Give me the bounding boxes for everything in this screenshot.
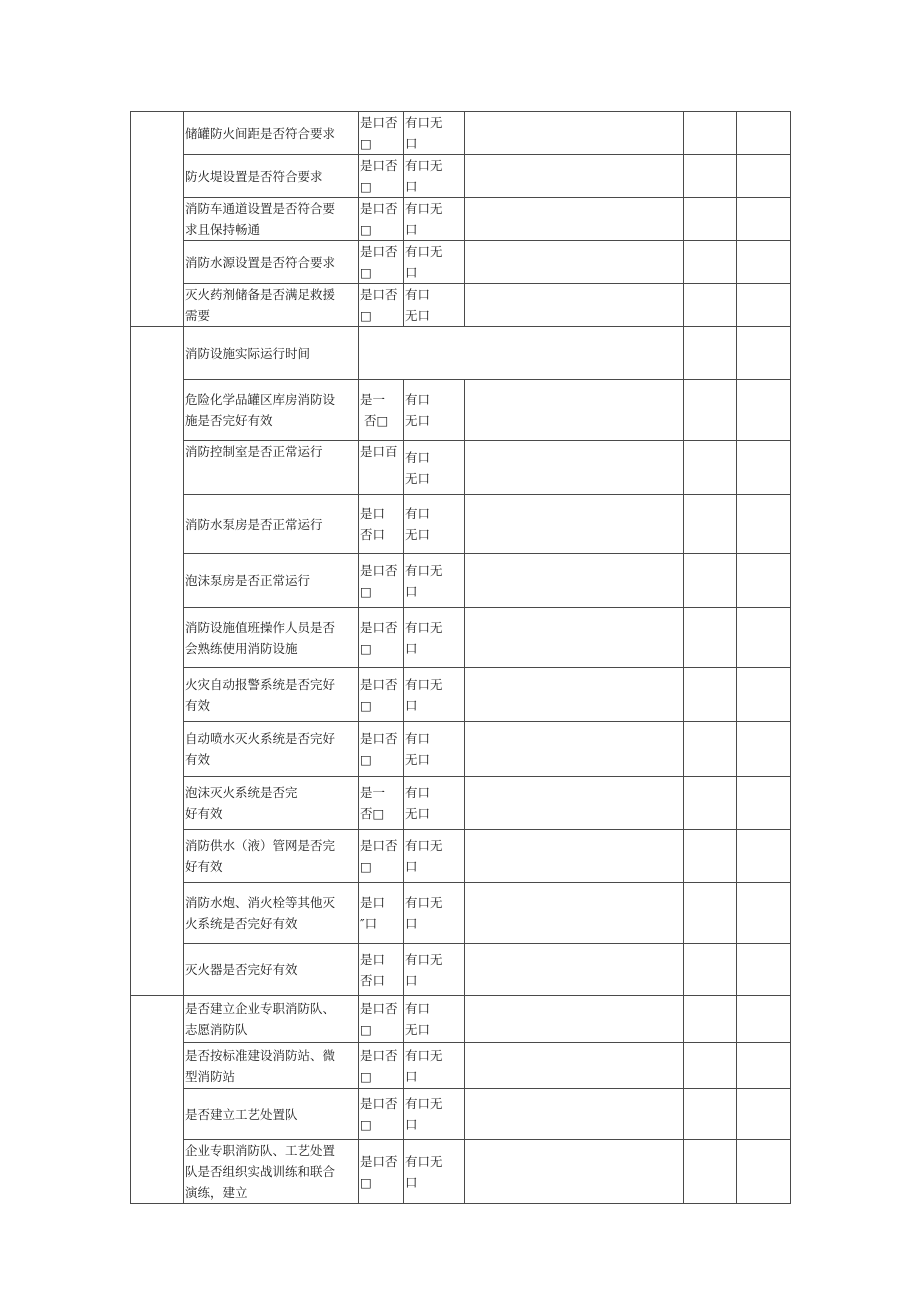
remarks-cell[interactable]: [465, 668, 684, 722]
remarks-cell[interactable]: [465, 1140, 684, 1204]
check-item: 自动喷水灭火系统是否完好 有效: [184, 722, 359, 777]
table-row: [131, 1089, 791, 1140]
has-none-checkbox[interactable]: 有口无 口: [404, 883, 465, 944]
check-item: 企业专职消防队、工艺处置 队是否组织实战训练和联合 演练，建立: [184, 1140, 359, 1204]
table-row: [131, 112, 791, 155]
yes-no-checkbox[interactable]: 是一 否□: [359, 777, 404, 830]
has-none-checkbox[interactable]: 有口 无口: [404, 495, 465, 554]
has-none-checkbox[interactable]: 有口 无口: [404, 722, 465, 777]
check-item: 防火堤设置是否符合要求: [184, 155, 359, 198]
yes-no-checkbox[interactable]: 是口否 □: [359, 1043, 404, 1089]
check-item: 消防设施值班操作人员是否 会熟练使用消防设施: [184, 608, 359, 668]
note-cell[interactable]: [737, 155, 791, 198]
remarks-cell[interactable]: [465, 996, 684, 1043]
has-none-checkbox[interactable]: 有口无 口: [404, 944, 465, 996]
score-cell[interactable]: [684, 495, 737, 554]
table-row: [131, 944, 791, 996]
score-cell[interactable]: [684, 1043, 737, 1089]
score-cell[interactable]: [684, 441, 737, 495]
remarks-cell[interactable]: [465, 380, 684, 441]
check-item: 是否建立工艺处置队: [184, 1089, 359, 1140]
yes-no-checkbox[interactable]: 是口否 □: [359, 1140, 404, 1204]
score-cell[interactable]: [684, 830, 737, 883]
remarks-cell[interactable]: [465, 608, 684, 668]
yes-no-checkbox[interactable]: 是口否 □: [359, 284, 404, 327]
remarks-cell[interactable]: [465, 722, 684, 777]
score-cell[interactable]: [684, 284, 737, 327]
note-cell[interactable]: [737, 608, 791, 668]
remarks-cell[interactable]: [465, 112, 684, 155]
yes-no-checkbox[interactable]: 是口否 □: [359, 554, 404, 608]
table-row: [131, 441, 791, 495]
check-item: 泡沫泵房是否正常运行: [184, 554, 359, 608]
has-none-checkbox[interactable]: 有口 无口: [404, 284, 465, 327]
has-none-checkbox[interactable]: 有口无 口: [404, 830, 465, 883]
remarks-cell[interactable]: [465, 1043, 684, 1089]
note-cell[interactable]: [737, 241, 791, 284]
check-item: 是否按标准建设消防站、微 型消防站: [184, 1043, 359, 1089]
remarks-cell[interactable]: [465, 495, 684, 554]
remarks-cell[interactable]: [465, 241, 684, 284]
has-none-checkbox[interactable]: 有口 无口: [404, 380, 465, 441]
table-row: [131, 777, 791, 830]
check-item: 灭火药剂储备是否满足救援 需要: [184, 284, 359, 327]
remarks-cell[interactable]: [465, 284, 684, 327]
check-item: 是否建立企业专职消防队、 志愿消防队: [184, 996, 359, 1043]
has-none-checkbox[interactable]: 有口无 口: [404, 668, 465, 722]
table-row: [131, 830, 791, 883]
table-row: [131, 608, 791, 668]
note-cell[interactable]: [737, 1043, 791, 1089]
check-item: 危险化学品罐区库房消防设 施是否完好有效: [184, 380, 359, 441]
category-cell: [131, 327, 184, 996]
table-row: [131, 1140, 791, 1204]
table-row: [131, 495, 791, 554]
yes-no-checkbox[interactable]: 是口 否口: [359, 495, 404, 554]
note-cell[interactable]: [737, 380, 791, 441]
remarks-cell[interactable]: [465, 198, 684, 241]
check-item: 泡沫灭火系统是否完 好有效: [184, 777, 359, 830]
score-cell[interactable]: [684, 883, 737, 944]
check-item: 消防水炮、消火栓等其他灭 火系统是否完好有效: [184, 883, 359, 944]
check-item: 消防控制室是否正常运行: [184, 441, 359, 495]
score-cell[interactable]: [684, 1089, 737, 1140]
yes-no-checkbox[interactable]: 是口否 □: [359, 1089, 404, 1140]
score-cell[interactable]: [684, 944, 737, 996]
runtime-input-cell[interactable]: [359, 327, 684, 380]
note-cell[interactable]: [737, 495, 791, 554]
yes-no-checkbox[interactable]: 是口百: [359, 441, 404, 495]
note-cell[interactable]: [737, 996, 791, 1043]
check-item: 消防水泵房是否正常运行: [184, 495, 359, 554]
has-none-checkbox[interactable]: 有口 无口: [404, 441, 465, 495]
score-cell[interactable]: [684, 1140, 737, 1204]
score-cell[interactable]: [684, 241, 737, 284]
score-cell[interactable]: [684, 155, 737, 198]
has-none-checkbox[interactable]: 有口无 口: [404, 1043, 465, 1089]
inspection-table-page: [130, 111, 790, 1204]
note-cell[interactable]: [737, 441, 791, 495]
note-cell[interactable]: [737, 777, 791, 830]
remarks-cell[interactable]: [465, 883, 684, 944]
table-row: [131, 668, 791, 722]
table-row: [131, 241, 791, 284]
has-none-checkbox[interactable]: 有口无 口: [404, 554, 465, 608]
note-cell[interactable]: [737, 1140, 791, 1204]
has-none-checkbox[interactable]: 有口 无口: [404, 996, 465, 1043]
table-row: [131, 996, 791, 1043]
check-item: 消防供水（液）管网是否完 好有效: [184, 830, 359, 883]
remarks-cell[interactable]: [465, 155, 684, 198]
table-row: [131, 1043, 791, 1089]
has-none-checkbox[interactable]: 有口无 口: [404, 155, 465, 198]
yes-no-checkbox[interactable]: 是口否 □: [359, 996, 404, 1043]
remarks-cell[interactable]: [465, 830, 684, 883]
remarks-cell[interactable]: [465, 441, 684, 495]
check-item: 储罐防火间距是否符合要求: [184, 112, 359, 155]
note-cell[interactable]: [737, 198, 791, 241]
check-item: 消防水源设置是否符合要求: [184, 241, 359, 284]
yes-no-checkbox[interactable]: 是口否 □: [359, 668, 404, 722]
note-cell[interactable]: [737, 944, 791, 996]
note-cell[interactable]: [737, 830, 791, 883]
score-cell[interactable]: [684, 722, 737, 777]
score-cell[interactable]: [684, 112, 737, 155]
remarks-cell[interactable]: [465, 944, 684, 996]
has-none-checkbox[interactable]: 有口无 口: [404, 1089, 465, 1140]
note-cell[interactable]: [737, 883, 791, 944]
category-cell: [131, 112, 184, 327]
note-cell[interactable]: [737, 1089, 791, 1140]
has-none-checkbox[interactable]: 有口无 口: [404, 608, 465, 668]
score-cell[interactable]: [684, 668, 737, 722]
table-row: [131, 284, 791, 327]
note-cell[interactable]: [737, 112, 791, 155]
note-cell[interactable]: [737, 722, 791, 777]
yes-no-checkbox[interactable]: 是口否 □: [359, 608, 404, 668]
check-item: 消防车通道设置是否符合要 求且保持畅通: [184, 198, 359, 241]
score-cell[interactable]: [684, 327, 737, 380]
yes-no-checkbox[interactable]: 是口否 □: [359, 198, 404, 241]
remarks-cell[interactable]: [465, 777, 684, 830]
has-none-checkbox[interactable]: 有口 无口: [404, 777, 465, 830]
has-none-checkbox[interactable]: 有口无 口: [404, 241, 465, 284]
category-cell: [131, 996, 184, 1204]
yes-no-checkbox[interactable]: 是口 ″口: [359, 883, 404, 944]
remarks-cell[interactable]: [465, 554, 684, 608]
table-row: [131, 327, 791, 380]
remarks-cell[interactable]: [465, 1089, 684, 1140]
check-item: 消防设施实际运行时间: [184, 327, 359, 380]
yes-no-checkbox[interactable]: 是口否 □: [359, 830, 404, 883]
yes-no-checkbox[interactable]: 是口否 □: [359, 112, 404, 155]
table-row: [131, 380, 791, 441]
note-cell[interactable]: [737, 327, 791, 380]
yes-no-checkbox[interactable]: 是口否 □: [359, 722, 404, 777]
score-cell[interactable]: [684, 996, 737, 1043]
fire-safety-checklist-table: [130, 111, 791, 1204]
table-row: [131, 155, 791, 198]
note-cell[interactable]: [737, 554, 791, 608]
score-cell[interactable]: [684, 380, 737, 441]
has-none-checkbox[interactable]: 有口无 口: [404, 1140, 465, 1204]
has-none-checkbox[interactable]: 有口无 口: [404, 198, 465, 241]
note-cell[interactable]: [737, 668, 791, 722]
table-row: [131, 883, 791, 944]
score-cell[interactable]: [684, 198, 737, 241]
yes-no-checkbox[interactable]: 是口 否口: [359, 944, 404, 996]
yes-no-checkbox[interactable]: 是口否 □: [359, 241, 404, 284]
score-cell[interactable]: [684, 777, 737, 830]
has-none-checkbox[interactable]: 有口无 口: [404, 112, 465, 155]
table-row: [131, 198, 791, 241]
table-row: [131, 554, 791, 608]
yes-no-checkbox[interactable]: 是口否 □: [359, 155, 404, 198]
table-row: [131, 722, 791, 777]
check-item: 火灾自动报警系统是否完好 有效: [184, 668, 359, 722]
yes-no-checkbox[interactable]: 是一 否□: [359, 380, 404, 441]
score-cell[interactable]: [684, 554, 737, 608]
note-cell[interactable]: [737, 284, 791, 327]
check-item: 灭火器是否完好有效: [184, 944, 359, 996]
score-cell[interactable]: [684, 608, 737, 668]
